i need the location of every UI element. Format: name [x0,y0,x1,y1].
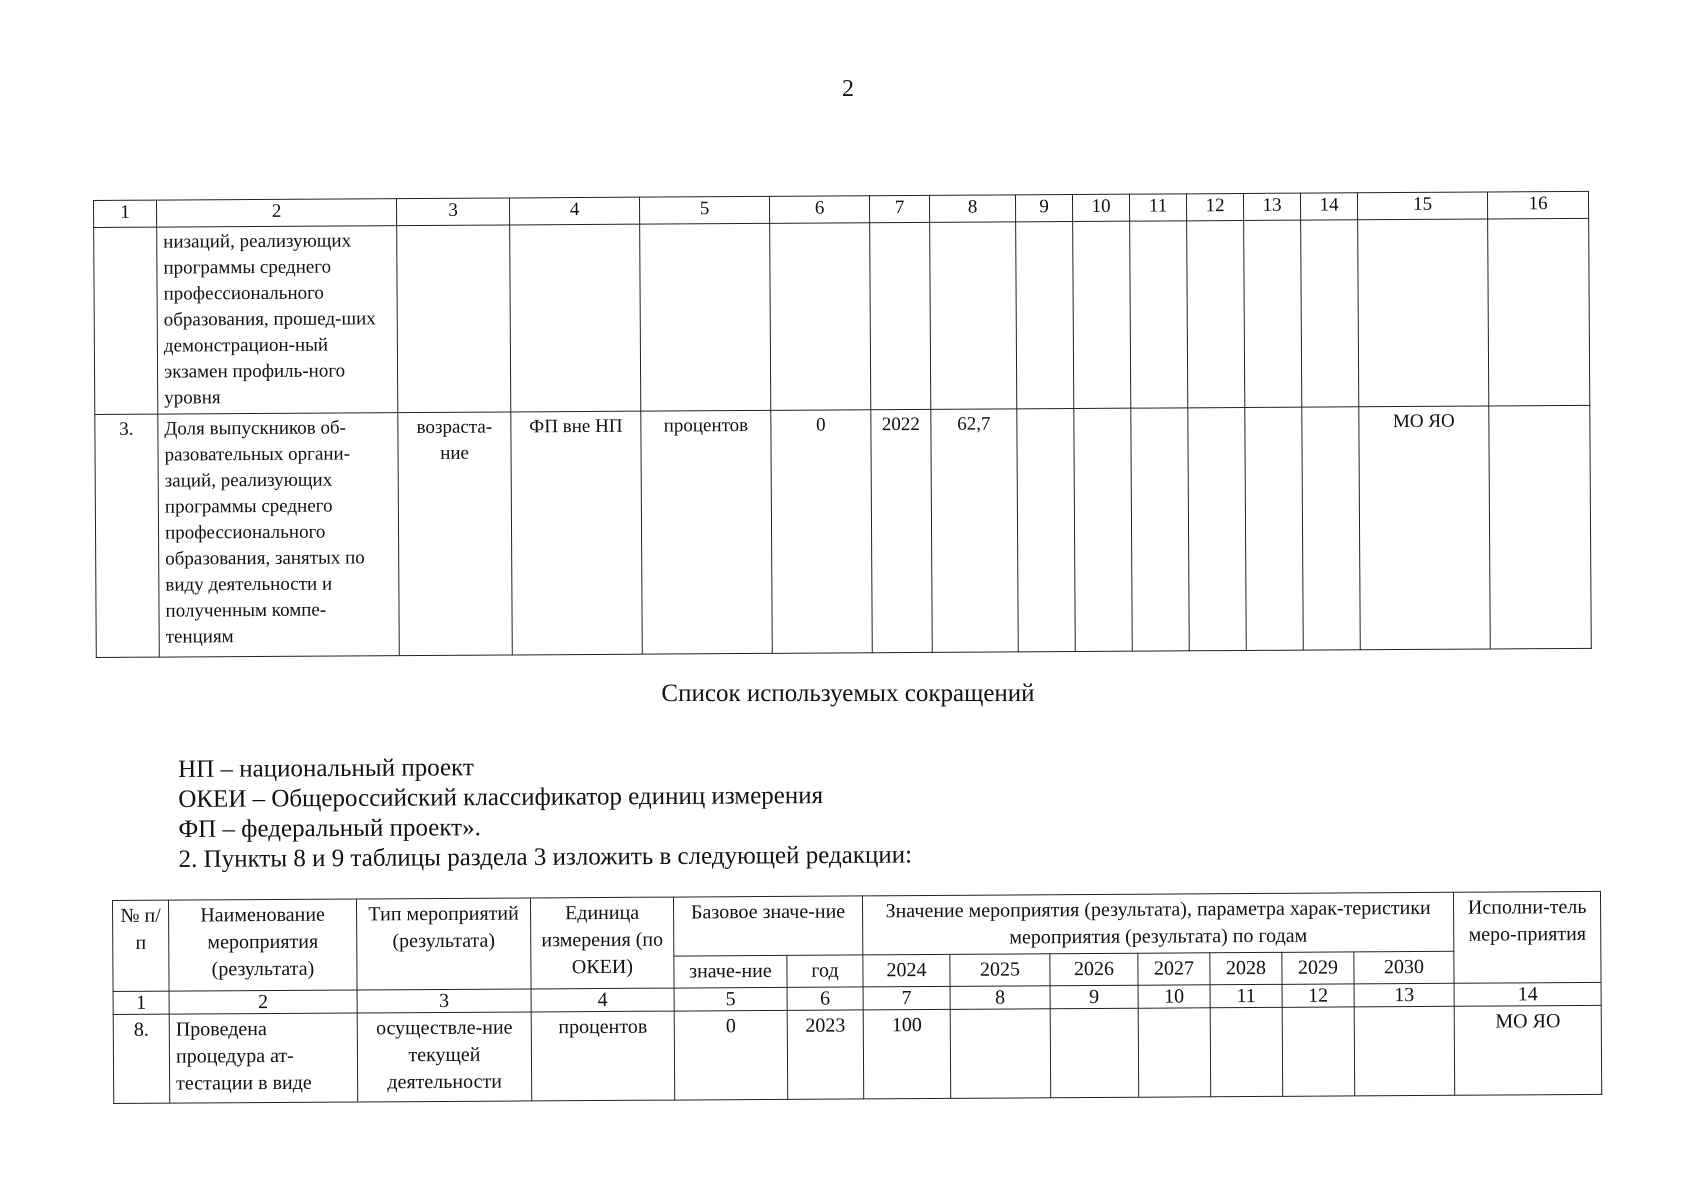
base-year-cell: 2022 [871,409,932,652]
base-value-cell: 0 [771,410,872,654]
unit-cell: процентов [531,1011,675,1101]
col-num: 9 [1050,985,1138,1009]
col-num: 13 [1354,983,1454,1007]
activity-type-cell: осуществле-ние текущей деятельности [357,1012,532,1102]
type-cell: ФП вне НП [511,411,642,655]
col-num: 16 [1487,191,1588,219]
header-executor: Исполни-тель меро-приятия [1454,891,1602,983]
col-num: 11 [1210,984,1282,1007]
table-row [94,218,1590,414]
base-year-cell: 2023 [787,1010,864,1099]
col-num: 5 [639,196,769,224]
abbreviation-line: ФП – федеральный проект». [178,814,481,843]
executor-cell: МО ЯО [1454,1005,1602,1095]
header-base-value: значе-ние [674,955,787,988]
col-num: 3 [396,198,509,226]
header-year: 2030 [1354,951,1454,984]
col-num: 5 [674,987,787,1011]
col-num: 7 [863,986,950,1010]
header-type: Тип мероприятий (результата) [356,898,531,990]
indicators-table [93,191,1592,658]
row-num-cell: 3. [95,414,159,657]
col-num: 10 [1072,194,1129,221]
instruction-line: 2. Пункты 8 и 9 таблицы раздела 3 изложить в следующей редакции: [178,841,913,873]
col-num: 4 [509,197,639,225]
col-num: 11 [1129,194,1186,221]
table-row [95,405,1591,657]
value-2024-cell: 100 [863,1009,951,1099]
col-num: 8 [929,195,1015,223]
col-num: 7 [869,195,929,222]
header-base: Базовое значе-ние [673,896,862,956]
header-year: 2028 [1210,952,1282,984]
col-num: 13 [1243,193,1300,220]
header-row [113,891,1601,900]
executor-cell: МО ЯО [1359,406,1490,650]
col-num: 6 [769,196,869,224]
activity-name-cell: Проведена процедура ат-тестации в виде [169,1013,358,1103]
col-num: 12 [1186,193,1243,220]
page-number: 2 [842,76,854,102]
col-num: 12 [1282,984,1354,1007]
col-num: 14 [1454,982,1601,1006]
header-num: № п/п [113,900,170,991]
row-num-cell [94,227,158,414]
col-num: 1 [113,991,169,1014]
abbreviations-title: Список используемых сокращений [661,680,1035,707]
abbreviation-line: ОКЕИ – Общероссийский классификатор единиц измерения [178,782,824,813]
col-num: 3 [357,989,531,1013]
header-year: 2029 [1282,952,1354,984]
indicator-name-cell: низаций, реализующих программы среднего профессионального образования, прошед-ших демонстрацион-ный экзамен профиль-ного уровня [157,226,398,414]
header-unit: Единица измерения (по ОКЕИ) [530,897,674,989]
activities-table [112,891,1602,1104]
unit-cell: процентов [641,410,772,654]
abbreviation-line: НП – национальный проект [178,754,474,783]
header-year: 2027 [1138,953,1210,985]
table-row [113,1005,1602,1103]
col-num: 9 [1015,195,1072,222]
col-num: 6 [787,987,863,1010]
header-years-group: Значение мероприятия (результата), параметра харак-теристики мероприятия (результата) по годам [863,892,1454,955]
header-year: 2025 [950,954,1050,987]
col-num: 14 [1300,193,1357,220]
row-num-cell: 8. [113,1014,170,1103]
value-cell: 62,7 [931,409,1018,653]
base-value-cell: 0 [674,1010,788,1100]
col-num: 4 [531,988,674,1012]
trend-cell: возраста-ние [398,412,512,656]
abbreviations-list [178,751,912,875]
col-num: 1 [94,200,157,227]
col-num: 10 [1138,985,1210,1008]
col-num: 2 [169,990,357,1014]
header-year: 2026 [1050,953,1138,986]
header-year: 2024 [863,954,950,987]
header-base-year: год [787,955,863,987]
col-num: 8 [950,986,1050,1010]
col-num: 15 [1357,192,1487,220]
col-num: 2 [157,199,397,227]
indicator-name-cell: Доля выпускников об-разовательных органи-заций, реализующих программы среднего профессионального образования, занятых по виду деятельности и полученным компе-тенциям [158,413,399,657]
header-name: Наименование мероприятия (результата) [169,899,358,991]
